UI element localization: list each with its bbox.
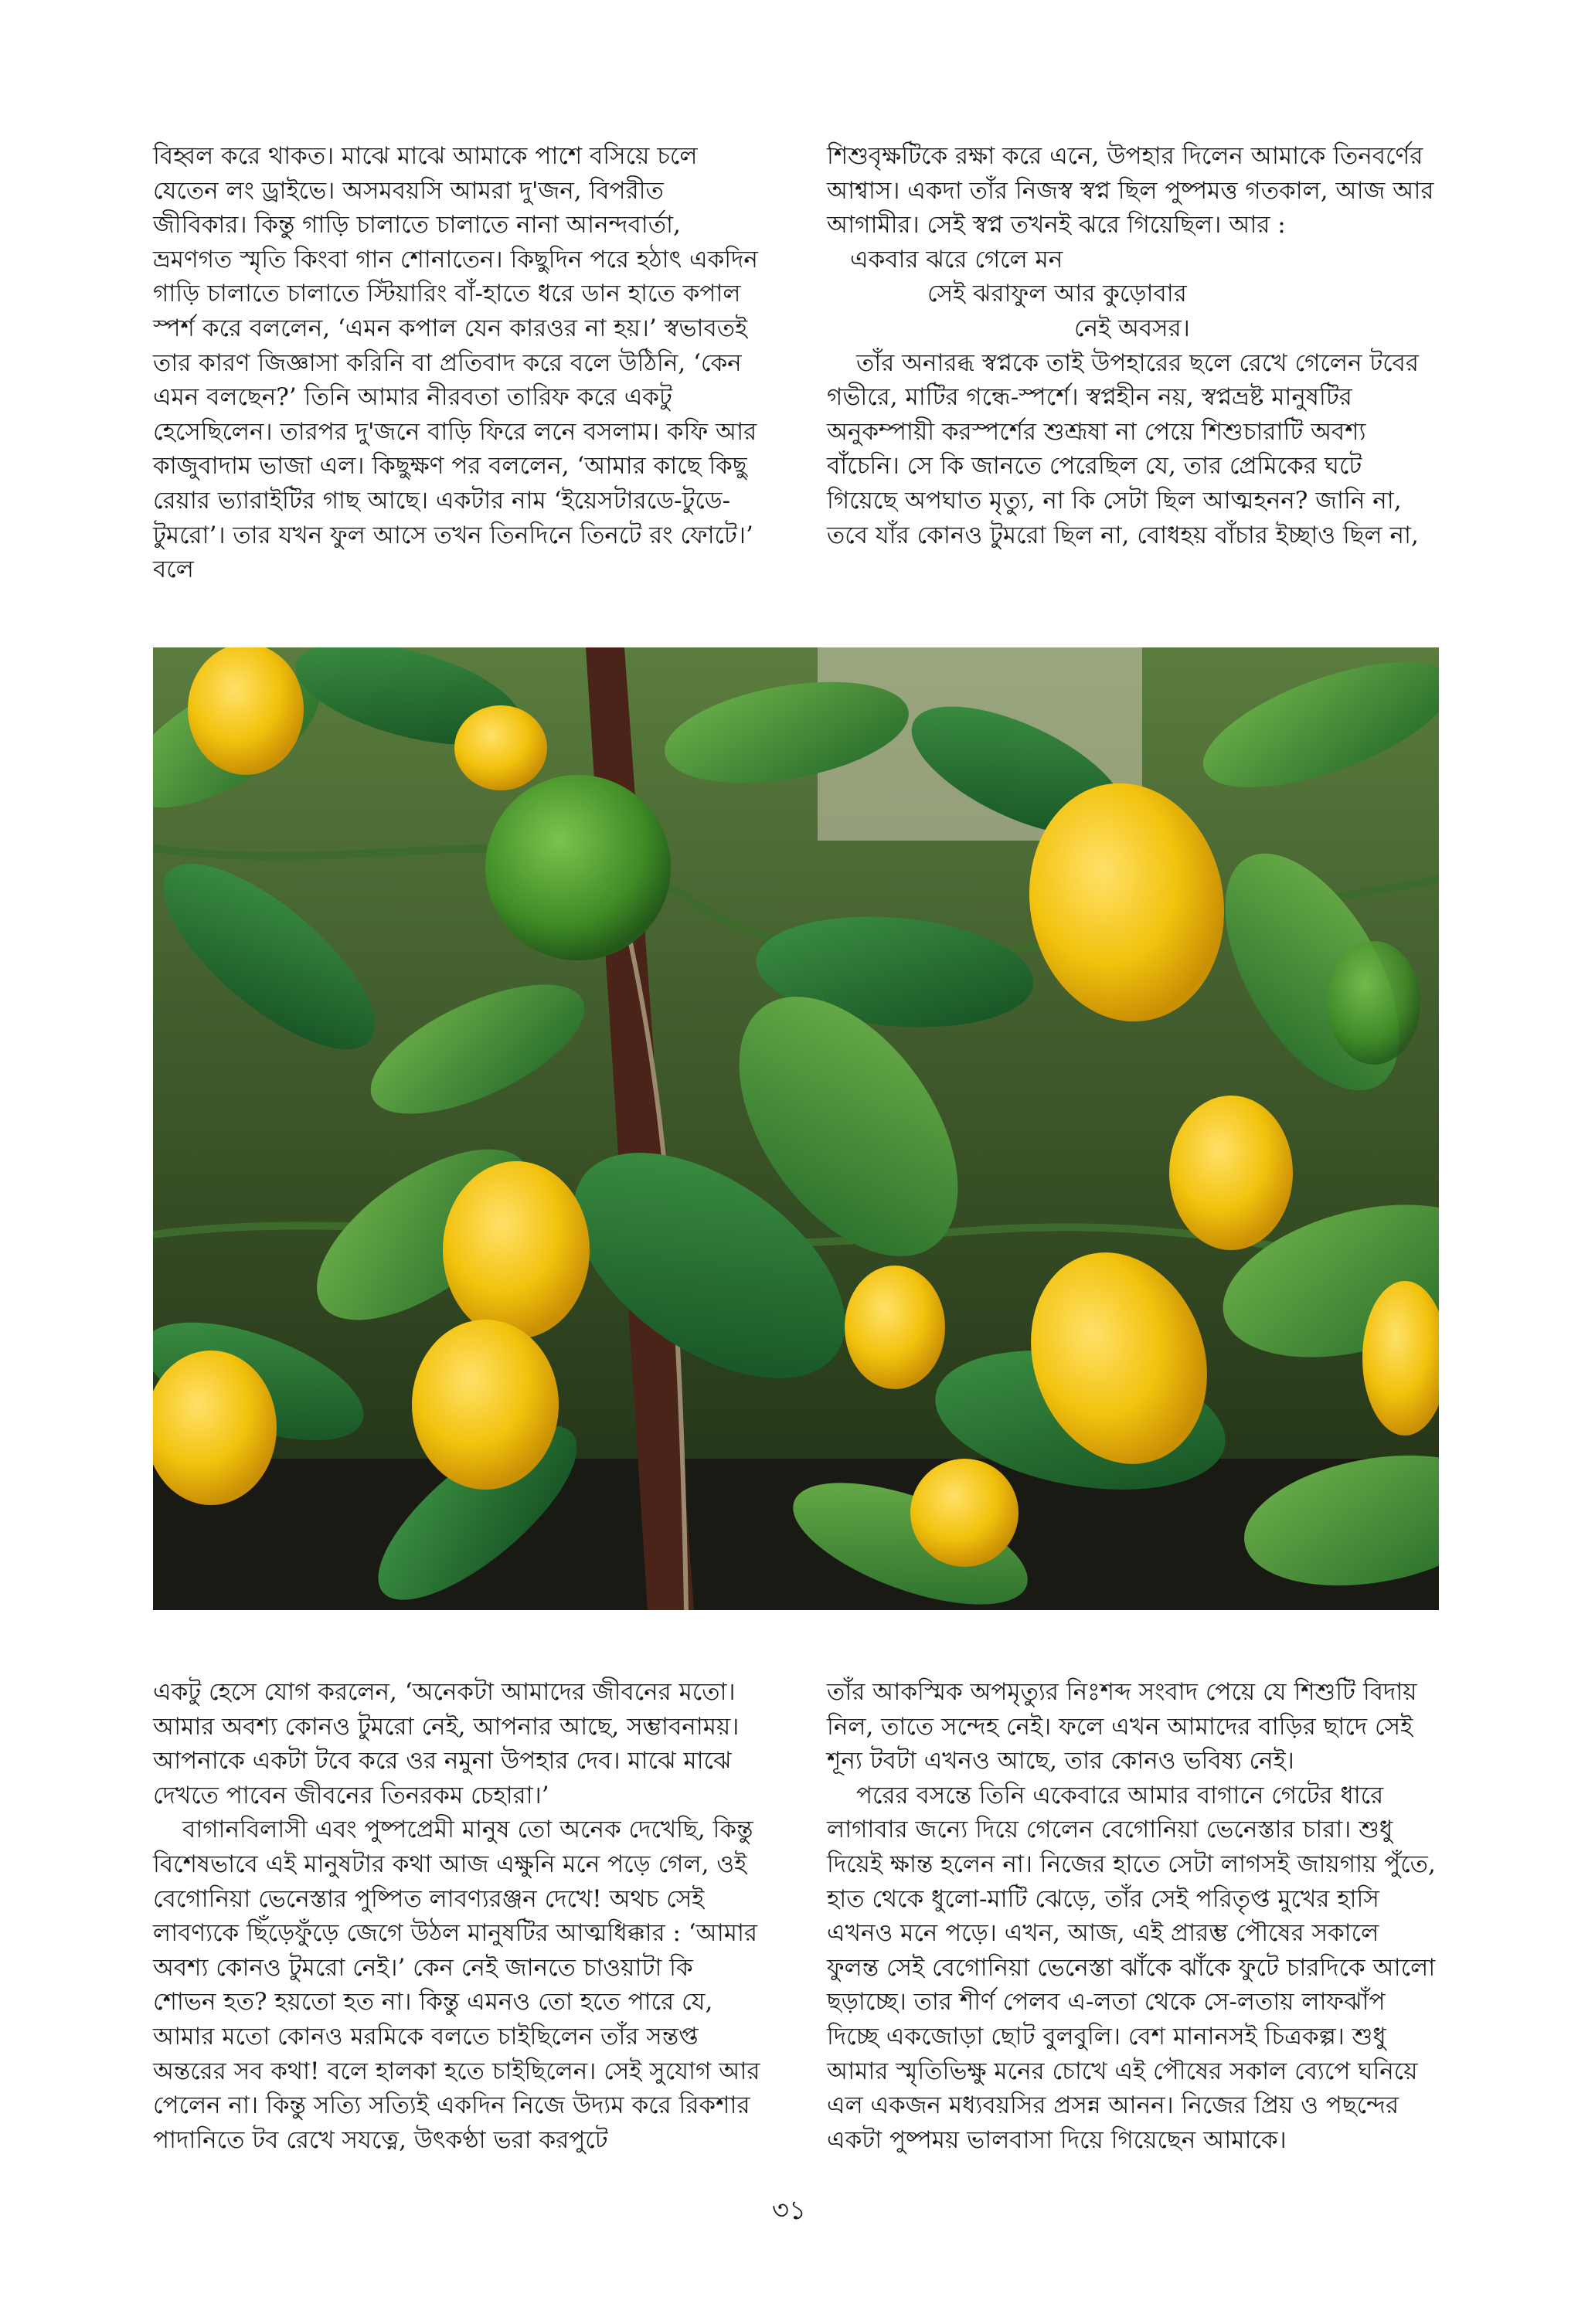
column-top-right xyxy=(827,139,1437,552)
paragraph: বাগানবিলাসী এবং পুষ্পপ্রেমী মানুষ তো অনেক দেখেছি, কিন্তু বিশেষভাবে এই মানুষটার কথা আজ এক্ষুনি মনে পড়ে গেল, ওই বেগোনিয়া ভেনেস্তার পুষ্পিত লাবণ্যরঞ্জন দেখে! অথচ সেই লাবণ্যকে ছিঁড়েফুঁড়ে জেগে উঠল মানুষটির আত্মধিক্কার : ‘আমার অবশ্য কোনও টুমরো নেই।’ কেন নেই জানতে চাওয়াটা কি শোভন হত? হয়তো হত না। কিন্তু এমনও তো হতে পারে যে, আমার মতো কোনও মরমিকে বলতে চাইছিলেন তাঁর সন্তপ্ত অন্তরের সব কথা! বলে হালকা হতে চাইছিলেন। সেই সুযোগ আর পেলেন না। কিন্তু সত্যি সত্যিই একদিন নিজে উদ্যম করে রিকশার পাদানিতে টব রেখে সযত্নে, উৎকণ্ঠা ভরা করপুটে xyxy=(153,1816,760,2154)
column-top-left xyxy=(153,139,763,587)
paragraph: একটু হেসে যোগ করলেন, ‘অনেকটা আমাদের জীবনের মতো। আমার অবশ্য কোনও টুমরো নেই, আপনার আছে, সম্ভাবনাময়। আপনাকে একটা টবে করে ওর নমুনা উপহার দেব। মাঝে মাঝে দেখতে পাবেন জীবনের তিনরকম চেহারা।’ xyxy=(153,1678,740,1809)
verse-line: একবার ঝরে গেলে মন xyxy=(850,245,1063,274)
verse-line: সেই ঝরাফুল আর কুড়োবার xyxy=(927,280,1187,308)
paragraph: তাঁর আকস্মিক অপমৃত্যুর নিঃশব্দ সংবাদ পেয়ে যে শিশুটি বিদায় নিল, তাতে সন্দেহ নেই। ফলে এখন আমাদের বাড়ির ছাদে সেই শূন্য টবটা এখনও আছে, তার কোনও ভবিষ্য নেই। xyxy=(827,1678,1417,1775)
column-bottom-right xyxy=(827,1675,1437,2157)
paragraph: পরের বসন্তে তিনি একেবারে আমার বাগানে গেটের ধারে লাগাবার জন্যে দিয়ে গেলেন বেগোনিয়া ভেনেস্তার চারা। শুধু দিয়েই ক্ষান্ত হলেন না। নিজের হাতে সেটা লাগসই জায়গায় পুঁতে, হাত থেকে ধুলো-মাটি ঝেড়ে, তাঁর সেই পরিতৃপ্ত মুখের হাসি এখনও মনে পড়ে। এখন, আজ, এই প্রারম্ভ পৌষের সকালে ফুলন্ত সেই বেগোনিয়া ভেনেস্তা ঝাঁকে ঝাঁকে ফুটে চারদিকে আলো ছড়াচ্ছে। তার শীর্ণ পেলব এ-লতা থেকে সে-লতায় লাফঝাঁপ দিচ্ছে একজোড়া ছোট বুলবুলি। বেশ মানানসই চিত্রকল্প। শুধু আমার স্মৃতিভিক্ষু মনের চোখে এই পৌষের সকাল ব্যেপে ঘনিয়ে এল একজন মধ্যবয়সির প্রসন্ন আনন। নিজের প্রিয় ও পছন্দের একটা পুষ্পময় ভালবাসা দিয়ে গিয়েছেন আমাকে। xyxy=(827,1781,1436,2154)
paragraph: তাঁর অনারব্ধ স্বপ্নকে তাই উপহারের ছলে রেখে গেলেন টবের গভীরে, মাটির গন্ধে-স্পর্শে। স্বপ্নহীন নয়, স্বপ্নভ্রষ্ট মানুষটির অনুকম্পায়ী করস্পর্শের শুশ্রূষা না পেয়ে শিশুচারাটি অবশ্য বাঁচেনি। সে কি জানতে পেরেছিল যে, তার প্রেমিকের ঘটে গিয়েছে অপঘাত মৃত্যু, না কি সেটা ছিল আত্মহনন? জানি না, তবে যাঁর কোনও টুমরো ছিল না, বোধহয় বাঁচার ইচ্ছাও ছিল না, xyxy=(827,348,1419,549)
page-number: ৩১ xyxy=(771,2195,807,2226)
lemon-tree-photo xyxy=(153,647,1439,1610)
paragraph: বিহ্বল করে থাকত। মাঝে মাঝে আমাকে পাশে বসিয়ে চলে যেতেন লং ড্রাইভে। অসমবয়সি আমরা দু'জন, বিপরীত জীবিকার। কিন্তু গাড়ি চালাতে চালাতে নানা আনন্দবার্তা, ভ্রমণগত স্মৃতি কিংবা গান শোনাতেন। কিছুদিন পরে হঠাৎ একদিন গাড়ি চালাতে চালাতে স্টিয়ারিং বাঁ-হাতে ধরে ডান হাতে কপাল স্পর্শ করে বললেন, ‘এমন কপাল যেন কারওর না হয়।’ স্বভাবতই তার কারণ জিজ্ঞাসা করিনি বা প্রতিবাদ করে বলে উঠিনি, ‘কেন এমন বলছেন?’ তিনি আমার নীরবতা তারিফ করে একটু হেসেছিলেন। তারপর দু'জনে বাড়ি ফিরে লনে বসলাম। কফি আর কাজুবাদাম ভাজা এল। কিছুক্ষণ পর বললেন, ‘আমার কাছে কিছু রেয়ার ভ্যারাইটির গাছ আছে। একটার নাম ‘ইয়েসটারডে-টুডে-টুমরো’। তার যখন ফুল আসে তখন তিনদিনে তিনটে রং ফোটে।’ বলে xyxy=(153,142,758,584)
paragraph: শিশুবৃক্ষটিকে রক্ষা করে এনে, উপহার দিলেন আমাকে তিনবর্ণের আশ্বাস। একদা তাঁর নিজস্ব স্বপ্ন ছিল পুষ্পমত্ত গতকাল, আজ আর আগামীর। সেই স্বপ্ন তখনই ঝরে গিয়েছিল। আর : xyxy=(827,142,1434,240)
green-lemon xyxy=(485,775,671,960)
verse-line: নেই অবসর। xyxy=(1074,314,1190,342)
column-bottom-left xyxy=(153,1675,763,2157)
